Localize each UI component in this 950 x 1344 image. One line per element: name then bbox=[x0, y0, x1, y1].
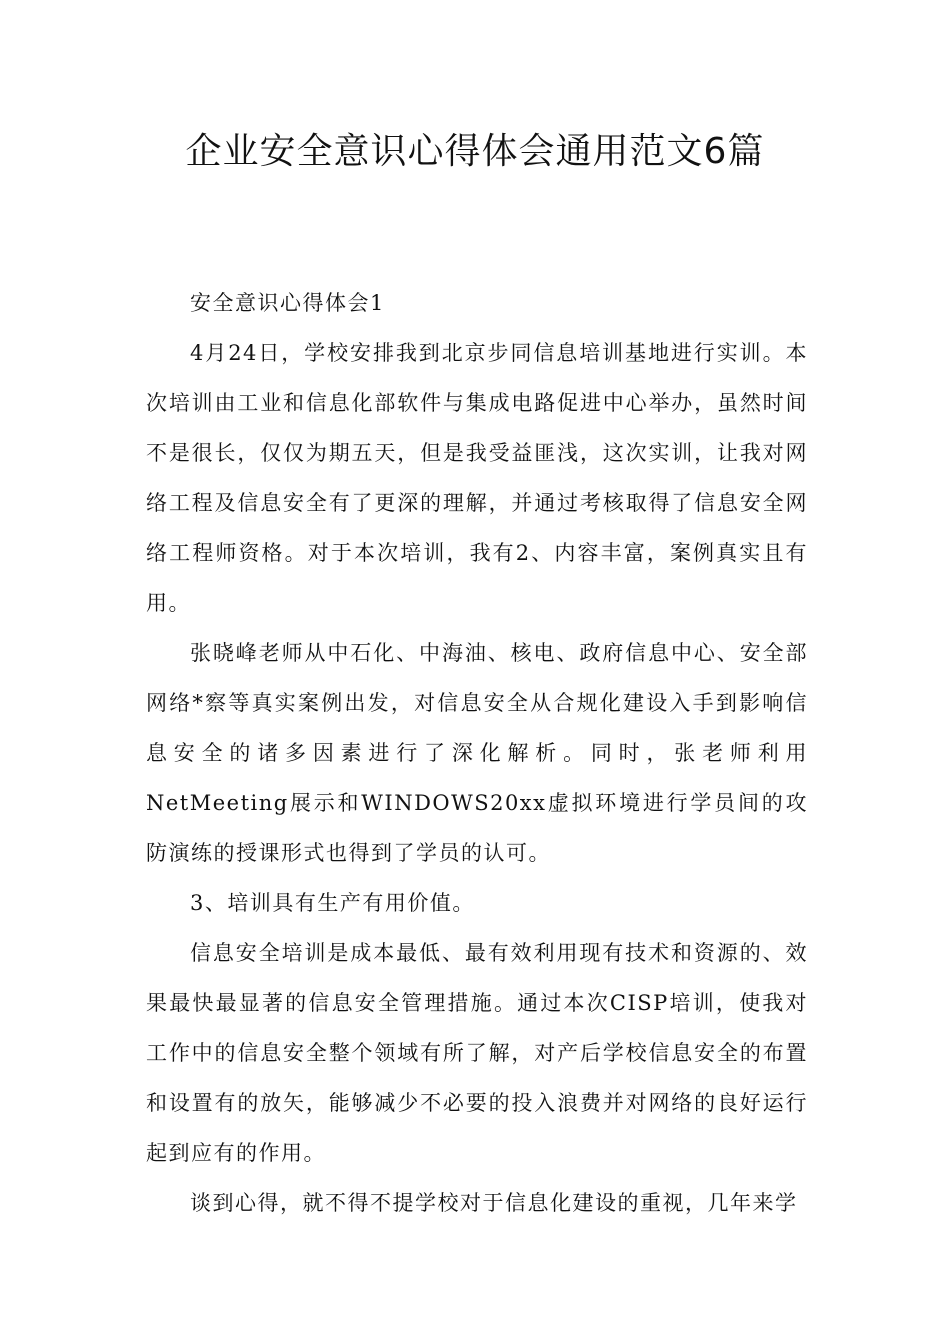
document-body bbox=[146, 278, 808, 1228]
paragraph-section-heading: 安全意识心得体会1 bbox=[190, 291, 385, 315]
paragraph-security-training: 信息安全培训是成本最低、最有效利用现有技术和资源的、效果最快最显著的信息安全管理措施。通过本次CISP培训，使我对工作中的信息安全整个领域有所了解，对产后学校信息安全的布置和设置有的放矢，能够减少不必要的投入浪费并对网络的良好运行起到应有的作用。 bbox=[146, 941, 808, 1165]
paragraph-teacher-cases: 张晓峰老师从中石化、中海油、核电、政府信息中心、安全部网络*察等真实案例出发，对信息安全从合规化建设入手到影响信息安全的诸多因素进行了深化解析。同时，张老师利用NetMeeting展示和WINDOWS20xx虚拟环境进行学员间的攻防演练的授课形式也得到了学员的认可。 bbox=[146, 641, 808, 865]
document-title: 企业安全意识心得体会通用范文6篇 bbox=[185, 131, 765, 172]
paragraph-school-informatization: 谈到心得，就不得不提学校对于信息化建设的重视，几年来学 bbox=[190, 1191, 798, 1215]
paragraph-training-intro: 4月24日，学校安排我到北京步同信息培训基地进行实训。本次培训由工业和信息化部软件与集成电路促进中心举办，虽然时间不是很长，仅仅为期五天，但是我受益匪浅，这次实训，让我对网络工程及信息安全有了更深的理解，并通过考核取得了信息安全网络工程师资格。对于本次培训，我有2、内容丰富，案例真实且有用。 bbox=[146, 341, 808, 615]
paragraph-practical-value: 3、培训具有生产有用价值。 bbox=[190, 891, 475, 915]
